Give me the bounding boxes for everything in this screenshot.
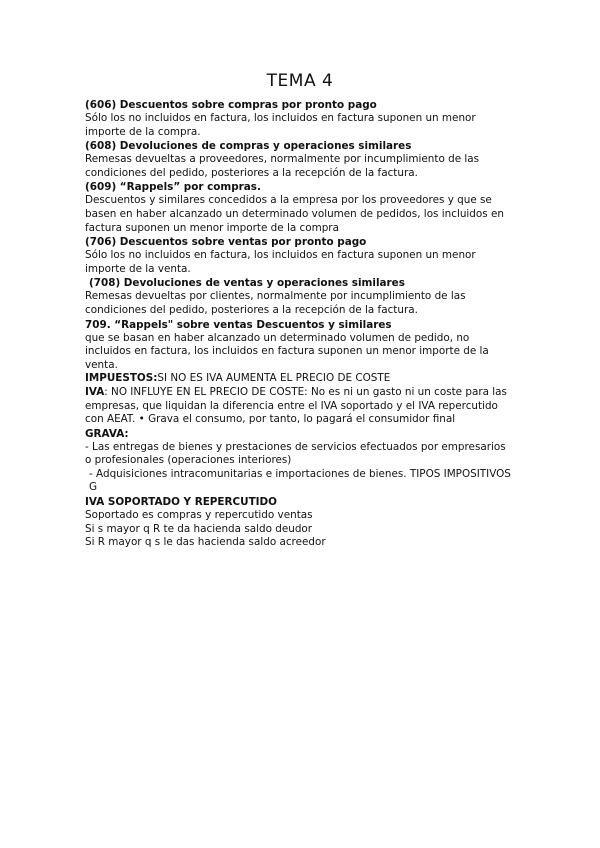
heading-708: (708) Devoluciones de ventas y operaciones similares xyxy=(89,277,405,290)
paragraph-709: que se basan en haber alcanzado un determinado volumen de pedido, no incluidos en factura, los incluidos en factura suponen un menor importe de la venta. xyxy=(85,331,489,371)
heading-609: (609) “Rappels” por compras. xyxy=(85,181,261,194)
heading-608: (608) Devoluciones de compras y operaciones similares xyxy=(85,140,412,153)
soportado-line-3: Si R mayor q s le das hacienda saldo acreedor xyxy=(85,536,326,549)
grava-item-1: - Las entregas de bienes y prestaciones de servicios efectuados por empresarios o profesionales (operaciones interiores) xyxy=(85,440,506,467)
impuestos-label: IMPUESTOS: xyxy=(85,372,158,385)
soportado-line-1: Soportado es compras y repercutido ventas xyxy=(85,509,313,522)
paragraph-609: Descuentos y similares concedidos a la empresa por los proveedores y que se basen en haber alcanzado un determinado volumen de pedidos, los incluidos en factura suponen un menor importe de la compra xyxy=(85,194,504,234)
heading-709: 709. “Rappels" sobre ventas Descuentos y similares xyxy=(85,318,392,331)
impuestos-text: SI NO ES IVA AUMENTA EL PRECIO DE COSTE xyxy=(157,372,391,385)
heading-606: (606) Descuentos sobre compras por pronto pago xyxy=(85,99,377,111)
iva-text: : NO INFLUYE EN EL PRECIO DE COSTE: No es ni un gasto ni un coste para las empresas, que liquidan la diferencia entre el IVA soportado y el IVA repercutido con AEAT. • Grava el consumo, por tanto, lo pagará el consumidor final xyxy=(85,385,507,426)
paragraph-706: Sólo los no incluidos en factura, los incluidos en factura suponen un menor importe de la venta. xyxy=(85,249,476,275)
paragraph-608: Remesas devueltas a proveedores, normalmente por incumplimiento de las condiciones del pedido, posteriores a la recepción de la factura. xyxy=(85,153,480,179)
iva-label: IVA xyxy=(85,385,105,398)
document-body xyxy=(85,98,513,550)
soportado-line-2: Si s mayor q R te da hacienda saldo deudor xyxy=(85,522,313,535)
heading-706: (706) Descuentos sobre ventas por pronto pago xyxy=(85,236,367,249)
grava-item-2: - Adquisiciones intracomunitarias e importaciones de bienes. TIPOS IMPOSITIVOS G xyxy=(89,467,511,494)
paragraph-606: Sólo los no incluidos en factura, los incluidos en factura suponen un menor importe de la compra. xyxy=(85,112,476,138)
grava-heading: GRAVA: xyxy=(85,427,129,440)
page-title: TEMA 4 xyxy=(266,71,334,91)
paragraph-708: Remesas devueltas por clientes, normalmente por incumplimiento de las condiciones del pedido, posteriores a la recepción de la factura. xyxy=(85,290,466,316)
iva-paragraph xyxy=(85,386,513,427)
impuestos-line xyxy=(85,372,513,386)
iva-soportado-heading: IVA SOPORTADO Y REPERCUTIDO xyxy=(85,496,277,509)
